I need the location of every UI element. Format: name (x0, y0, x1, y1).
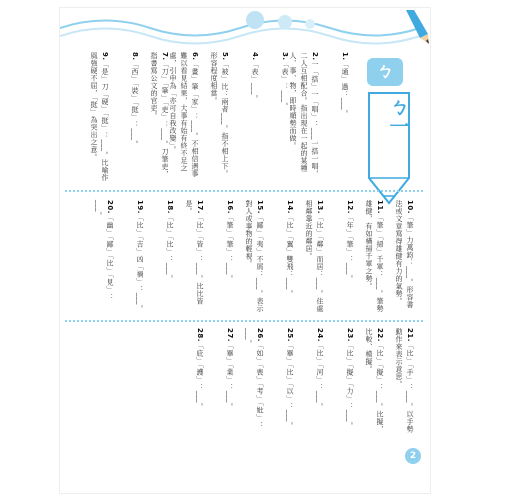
entry-text: 「比」「擬」：___。比擬，比較、模擬。 (365, 328, 384, 433)
entry-number: 4. (251, 52, 259, 61)
entry-column (335, 200, 355, 314)
entry-column (395, 328, 415, 438)
entry-text: 「畫」筆「家」：___。不相信遇事難以看見結果，大事有始有終不足之處，引申為「亦可自我改變」。 (169, 52, 199, 178)
entry-column (270, 52, 290, 184)
entry-text: 「比」「擬」「力」：___。 (346, 341, 354, 430)
entry-column (275, 328, 295, 438)
document-page (60, 8, 430, 493)
entry-text: 「鄙」「夷」不屑：___。表示對人或事物的輕視。 (245, 200, 264, 313)
entry-text: 「表」：___。 (281, 60, 289, 111)
entry-column (215, 200, 235, 314)
wave-decoration (60, 8, 430, 48)
entry-text: 「庇」「護」：___。 (196, 341, 204, 411)
big-zhuyin: ㄅ一 (386, 96, 410, 136)
section-divider (65, 190, 423, 192)
entry-number: 5. (221, 52, 229, 61)
entry-column (215, 328, 235, 438)
entry-number: 11. (376, 200, 384, 214)
entry-column (185, 328, 205, 438)
entry-column (155, 200, 175, 314)
entry-number: 15. (256, 200, 264, 214)
entry-column (395, 200, 415, 314)
entry-text: 「表」___。 (251, 60, 259, 103)
entry-number: 28. (196, 328, 204, 342)
entry-number: 25. (286, 328, 294, 342)
entry-text: 「筆」「掃」千軍：___。筆勢雄健，有如橫掃千軍之勢。 (365, 200, 384, 313)
entry-column (330, 52, 350, 184)
entry-text: 「畢」「業」：___。 (226, 341, 234, 411)
entry-column (185, 200, 205, 314)
entry-number: 1. (341, 52, 349, 61)
entry-number: 22. (376, 328, 384, 342)
entry-column (150, 52, 170, 184)
entry-text: 「比」「河」：___。 (316, 341, 324, 411)
entry-column (125, 200, 145, 314)
section-divider (65, 320, 423, 322)
pencil-icon (398, 8, 438, 48)
entry-number: 20. (106, 200, 114, 214)
entry-text: 「比」「吉」凶「禍」：___。 (136, 213, 144, 313)
entry-number: 8. (131, 52, 139, 61)
entry-text: 「通」過：___。 (341, 60, 349, 118)
entry-number: 23. (346, 328, 354, 342)
entry-text: 「筆」「筆」：___。 (226, 213, 234, 283)
entry-number: 9. (101, 52, 109, 61)
entry-column (365, 200, 385, 314)
entry-column (305, 328, 325, 438)
entry-column (95, 200, 115, 314)
entry-number: 6. (191, 52, 199, 61)
entry-text: 「年」「筆」：___。 (346, 213, 354, 283)
entry-number: 2. (311, 52, 319, 61)
entry-column (245, 200, 265, 314)
entry-text: 「畢」「比」「以」：___。 (286, 341, 294, 430)
entry-number: 7. (161, 52, 169, 61)
entry-number: 3. (281, 52, 289, 61)
entry-number: 27. (226, 328, 234, 342)
entry-column (289, 52, 320, 184)
entry-column (169, 52, 200, 184)
entry-text: 「西」「裝」「挺」：___。 (131, 60, 139, 149)
entry-column (240, 52, 260, 184)
entry-number: 16. (226, 200, 234, 214)
entry-number: 26. (256, 328, 264, 342)
entry-column (120, 52, 140, 184)
page-number: 2 (405, 448, 421, 464)
entry-text: 「比」「比」：___。 (166, 213, 174, 283)
entry-column (305, 200, 325, 314)
entry-text: 「是」刀「硬」「挺」：___。比喻作風強硬不屈，「挺」為突出之意。 (90, 52, 109, 182)
entry-text: 「如」「喪」「考」「妣」：___。 (245, 328, 264, 429)
entry-number: 18. (166, 200, 174, 214)
entry-number: 13. (316, 200, 324, 214)
entry-number: 24. (316, 328, 324, 342)
entry-column (90, 52, 110, 184)
entry-column (245, 328, 265, 438)
entry-text: 「比」「手」：___。以手勢動作來表示意思。 (395, 328, 414, 433)
entry-text: 「比」「皆」：___。比比皆是。 (185, 200, 204, 305)
entry-text: 「筆」力萬鈞：___。形容書法或文章寫得雄健有力的氣勢。 (395, 200, 414, 309)
entry-text: 一「搭」一「唱」：___一搭一唱，二人互相配合。指出現在一起的某種人、事、物，即時順勢而做。 (289, 52, 319, 178)
entry-number: 19. (136, 200, 144, 214)
entry-text: 「比」「翼」雙飛：___。 (286, 213, 294, 298)
entry-column (335, 328, 355, 438)
zhuyin-tag: ㄅ (367, 58, 403, 86)
entry-text: 「刀」「筆」「吏」：___。刀筆吏，指書寫公文的官吏。 (150, 52, 169, 179)
entry-number: 14. (286, 200, 294, 214)
entry-text: 「被」比：兩者___。指不相上下。形容程度相當。 (210, 52, 229, 178)
entry-number: 12. (346, 200, 354, 214)
entry-text: 「比」「鄰」而居：___。住處相鄰靠近的鄰居。 (305, 200, 324, 313)
entry-number: 17. (196, 200, 204, 214)
entry-number: 21. (406, 328, 414, 342)
entry-number: 10. (406, 200, 414, 214)
entry-column (275, 200, 295, 314)
zhuyin-header (357, 48, 423, 198)
entry-text: 「幽」「鄙」「比」「見」：___。 (95, 200, 114, 301)
entry-column (210, 52, 230, 184)
entry-column (365, 328, 385, 438)
